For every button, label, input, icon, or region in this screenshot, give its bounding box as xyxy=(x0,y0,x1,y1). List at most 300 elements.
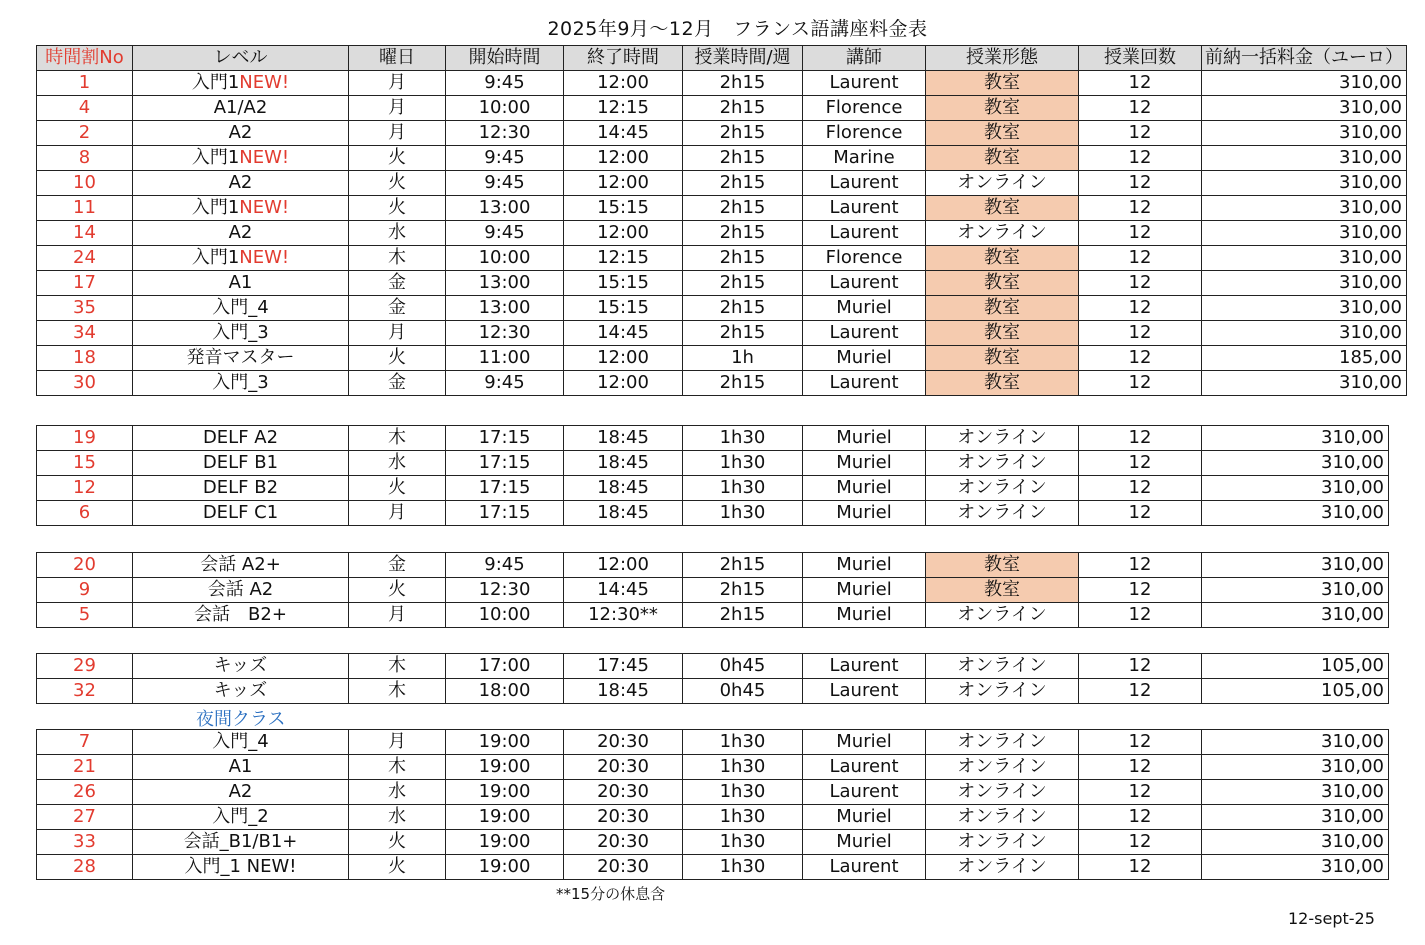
level-text: A1/A2 xyxy=(213,97,268,118)
hours-per-week-cell: 1h xyxy=(683,346,803,371)
level-cell xyxy=(133,780,349,805)
weekday-cell: 火 xyxy=(349,476,446,501)
teacher-cell: Muriel xyxy=(803,451,926,476)
end-time-cell: 18:45 xyxy=(564,426,683,451)
teacher-cell: Laurent xyxy=(803,780,926,805)
end-time-cell: 15:15 xyxy=(564,196,683,221)
hours-per-week-cell: 1h30 xyxy=(683,426,803,451)
start-time-cell: 9:45 xyxy=(446,71,564,96)
level-cell xyxy=(133,679,349,704)
start-time-cell: 10:00 xyxy=(446,603,564,628)
weekday-cell: 水 xyxy=(349,451,446,476)
level-text: A1 xyxy=(228,272,253,293)
schedule-no-cell: 33 xyxy=(37,830,133,855)
schedule-no-cell: 1 xyxy=(37,71,133,96)
teacher-cell: Laurent xyxy=(803,755,926,780)
column-header: 授業回数 xyxy=(1079,46,1202,71)
lesson-format-cell: オンライン xyxy=(926,654,1079,679)
weekday-cell: 水 xyxy=(349,780,446,805)
session-count-cell: 12 xyxy=(1079,730,1202,755)
end-time-cell: 18:45 xyxy=(564,451,683,476)
start-time-cell: 17:15 xyxy=(446,426,564,451)
teacher-cell: Muriel xyxy=(803,296,926,321)
schedule-table xyxy=(36,425,1389,526)
weekday-cell: 月 xyxy=(349,96,446,121)
level-cell xyxy=(133,271,349,296)
level-cell xyxy=(133,730,349,755)
fee-cell: 105,00 xyxy=(1202,679,1389,704)
start-time-cell: 19:00 xyxy=(446,805,564,830)
session-count-cell: 12 xyxy=(1079,171,1202,196)
weekday-cell: 木 xyxy=(349,654,446,679)
start-time-cell: 17:00 xyxy=(446,654,564,679)
start-time-cell: 12:30 xyxy=(446,121,564,146)
session-count-cell: 12 xyxy=(1079,121,1202,146)
session-count-cell: 12 xyxy=(1079,501,1202,526)
schedule-no-cell: 6 xyxy=(37,501,133,526)
start-time-cell: 11:00 xyxy=(446,346,564,371)
session-count-cell: 12 xyxy=(1079,271,1202,296)
fee-cell: 310,00 xyxy=(1202,221,1407,246)
end-time-cell: 14:45 xyxy=(564,321,683,346)
teacher-cell: Laurent xyxy=(803,855,926,880)
level-cell xyxy=(133,654,349,679)
teacher-cell: Laurent xyxy=(803,679,926,704)
hours-per-week-cell: 2h15 xyxy=(683,196,803,221)
hours-per-week-cell: 2h15 xyxy=(683,296,803,321)
end-time-cell: 12:00 xyxy=(564,221,683,246)
hours-per-week-cell: 1h30 xyxy=(683,805,803,830)
start-time-cell: 9:45 xyxy=(446,553,564,578)
schedule-no-cell: 34 xyxy=(37,321,133,346)
start-time-cell: 9:45 xyxy=(446,221,564,246)
lesson-format-cell: オンライン xyxy=(926,780,1079,805)
session-count-cell: 12 xyxy=(1079,426,1202,451)
teacher-cell: Laurent xyxy=(803,171,926,196)
lesson-format-cell: 教室 xyxy=(926,553,1079,578)
session-count-cell: 12 xyxy=(1079,346,1202,371)
table-row xyxy=(37,171,1407,196)
session-count-cell: 12 xyxy=(1079,371,1202,396)
weekday-cell: 火 xyxy=(349,146,446,171)
start-time-cell: 19:00 xyxy=(446,730,564,755)
weekday-cell: 月 xyxy=(349,321,446,346)
hours-per-week-cell: 2h15 xyxy=(683,146,803,171)
schedule-no-cell: 12 xyxy=(37,476,133,501)
hours-per-week-cell: 0h45 xyxy=(683,679,803,704)
weekday-cell: 水 xyxy=(349,221,446,246)
weekday-cell: 月 xyxy=(349,730,446,755)
lesson-format-cell: オンライン xyxy=(926,476,1079,501)
session-count-cell: 12 xyxy=(1079,553,1202,578)
schedule-no-cell: 21 xyxy=(37,755,133,780)
level-cell xyxy=(133,71,349,96)
table-row xyxy=(37,476,1389,501)
level-text: 入門1 xyxy=(191,147,240,168)
start-time-cell: 13:00 xyxy=(446,271,564,296)
level-cell xyxy=(133,296,349,321)
hours-per-week-cell: 2h15 xyxy=(683,171,803,196)
teacher-cell: Muriel xyxy=(803,346,926,371)
level-cell xyxy=(133,246,349,271)
lesson-format-cell: 教室 xyxy=(926,296,1079,321)
teacher-cell: Laurent xyxy=(803,371,926,396)
schedule-no-cell: 19 xyxy=(37,426,133,451)
column-header: 授業時間/週 xyxy=(683,46,803,71)
weekday-cell: 金 xyxy=(349,553,446,578)
fee-cell: 310,00 xyxy=(1202,246,1407,271)
end-time-cell: 18:45 xyxy=(564,679,683,704)
table-row xyxy=(37,271,1407,296)
hours-per-week-cell: 1h30 xyxy=(683,780,803,805)
hours-per-week-cell: 2h15 xyxy=(683,578,803,603)
end-time-cell: 20:30 xyxy=(564,855,683,880)
session-count-cell: 12 xyxy=(1079,780,1202,805)
schedule-no-cell: 10 xyxy=(37,171,133,196)
level-cell xyxy=(133,121,349,146)
level-text: 入門_3 xyxy=(212,322,269,343)
lesson-format-cell: オンライン xyxy=(926,805,1079,830)
table-row xyxy=(37,830,1389,855)
level-text: 入門_3 xyxy=(212,372,269,393)
column-header: 曜日 xyxy=(349,46,446,71)
session-count-cell: 12 xyxy=(1079,96,1202,121)
table-row xyxy=(37,296,1407,321)
lesson-format-cell: オンライン xyxy=(926,830,1079,855)
hours-per-week-cell: 1h30 xyxy=(683,755,803,780)
weekday-cell: 金 xyxy=(349,296,446,321)
teacher-cell: Muriel xyxy=(803,501,926,526)
weekday-cell: 火 xyxy=(349,855,446,880)
schedule-no-cell: 17 xyxy=(37,271,133,296)
fee-cell: 310,00 xyxy=(1202,71,1407,96)
level-text: 入門_4 xyxy=(212,731,269,752)
start-time-cell: 9:45 xyxy=(446,146,564,171)
level-text: 発音マスター xyxy=(186,347,295,368)
new-badge: NEW! xyxy=(239,247,290,268)
teacher-cell: Laurent xyxy=(803,221,926,246)
fee-cell: 310,00 xyxy=(1202,426,1389,451)
schedule-no-cell: 9 xyxy=(37,578,133,603)
level-cell xyxy=(133,603,349,628)
table-row xyxy=(37,730,1389,755)
schedule-no-cell: 27 xyxy=(37,805,133,830)
fee-cell: 310,00 xyxy=(1202,296,1407,321)
session-count-cell: 12 xyxy=(1079,805,1202,830)
end-time-cell: 20:30 xyxy=(564,805,683,830)
page-title: 2025年9月〜12月 フランス語講座料金表 xyxy=(547,18,928,40)
weekday-cell: 金 xyxy=(349,271,446,296)
weekday-cell: 水 xyxy=(349,805,446,830)
fee-cell: 310,00 xyxy=(1202,371,1407,396)
level-text: 会話 A2+ xyxy=(200,554,281,575)
level-cell xyxy=(133,96,349,121)
table-row xyxy=(37,71,1407,96)
session-count-cell: 12 xyxy=(1079,654,1202,679)
lesson-format-cell: オンライン xyxy=(926,451,1079,476)
fee-cell: 310,00 xyxy=(1202,271,1407,296)
level-cell xyxy=(133,146,349,171)
lesson-format-cell: 教室 xyxy=(926,321,1079,346)
fee-cell: 310,00 xyxy=(1202,553,1389,578)
lesson-format-cell: オンライン xyxy=(926,171,1079,196)
teacher-cell: Florence xyxy=(803,121,926,146)
end-time-cell: 12:00 xyxy=(564,346,683,371)
fee-cell: 310,00 xyxy=(1202,321,1407,346)
table-row xyxy=(37,578,1389,603)
start-time-cell: 19:00 xyxy=(446,830,564,855)
level-cell xyxy=(133,346,349,371)
teacher-cell: Muriel xyxy=(803,578,926,603)
level-text: 会話 B2+ xyxy=(194,604,287,625)
session-count-cell: 12 xyxy=(1079,830,1202,855)
level-text: A2 xyxy=(228,122,253,143)
start-time-cell: 9:45 xyxy=(446,171,564,196)
schedule-no-cell: 24 xyxy=(37,246,133,271)
hours-per-week-cell: 1h30 xyxy=(683,730,803,755)
fee-cell: 310,00 xyxy=(1202,805,1389,830)
teacher-cell: Muriel xyxy=(803,830,926,855)
table-row xyxy=(37,501,1389,526)
teacher-cell: Florence xyxy=(803,246,926,271)
hours-per-week-cell: 2h15 xyxy=(683,121,803,146)
table-row xyxy=(37,96,1407,121)
end-time-cell: 12:30** xyxy=(564,603,683,628)
lesson-format-cell: オンライン xyxy=(926,501,1079,526)
lesson-format-cell: 教室 xyxy=(926,371,1079,396)
fee-cell: 310,00 xyxy=(1202,121,1407,146)
teacher-cell: Muriel xyxy=(803,805,926,830)
level-cell xyxy=(133,196,349,221)
start-time-cell: 19:00 xyxy=(446,755,564,780)
table-row xyxy=(37,654,1389,679)
lesson-format-cell: オンライン xyxy=(926,855,1079,880)
session-count-cell: 12 xyxy=(1079,679,1202,704)
teacher-cell: Muriel xyxy=(803,730,926,755)
schedule-no-cell: 18 xyxy=(37,346,133,371)
hours-per-week-cell: 0h45 xyxy=(683,654,803,679)
fee-cell: 310,00 xyxy=(1202,96,1407,121)
schedule-table xyxy=(36,729,1389,880)
level-text: A2 xyxy=(228,172,253,193)
level-text: 入門1 xyxy=(191,197,240,218)
schedule-no-cell: 28 xyxy=(37,855,133,880)
fee-cell: 310,00 xyxy=(1202,830,1389,855)
end-time-cell: 12:00 xyxy=(564,71,683,96)
column-header: 開始時間 xyxy=(446,46,564,71)
schedule-no-cell: 14 xyxy=(37,221,133,246)
schedule-no-cell: 2 xyxy=(37,121,133,146)
hours-per-week-cell: 1h30 xyxy=(683,476,803,501)
end-time-cell: 12:15 xyxy=(564,96,683,121)
teacher-cell: Muriel xyxy=(803,603,926,628)
hours-per-week-cell: 2h15 xyxy=(683,246,803,271)
table-row xyxy=(37,146,1407,171)
schedule-no-cell: 15 xyxy=(37,451,133,476)
column-header: 時間割No xyxy=(37,46,133,71)
schedule-no-cell: 20 xyxy=(37,553,133,578)
start-time-cell: 17:15 xyxy=(446,476,564,501)
hours-per-week-cell: 2h15 xyxy=(683,96,803,121)
table-row xyxy=(37,371,1407,396)
teacher-cell: Muriel xyxy=(803,426,926,451)
level-cell xyxy=(133,221,349,246)
weekday-cell: 木 xyxy=(349,426,446,451)
schedule-no-cell: 7 xyxy=(37,730,133,755)
session-count-cell: 12 xyxy=(1079,146,1202,171)
fee-cell: 105,00 xyxy=(1202,654,1389,679)
weekday-cell: 月 xyxy=(349,501,446,526)
end-time-cell: 18:45 xyxy=(564,501,683,526)
end-time-cell: 12:00 xyxy=(564,553,683,578)
teacher-cell: Laurent xyxy=(803,321,926,346)
start-time-cell: 12:30 xyxy=(446,578,564,603)
hours-per-week-cell: 1h30 xyxy=(683,855,803,880)
table-row xyxy=(37,426,1389,451)
level-cell xyxy=(133,451,349,476)
schedule-no-cell: 8 xyxy=(37,146,133,171)
level-cell xyxy=(133,830,349,855)
fee-cell: 310,00 xyxy=(1202,146,1407,171)
fee-cell: 310,00 xyxy=(1202,451,1389,476)
end-time-cell: 12:15 xyxy=(564,246,683,271)
evening-class-label: 夜間クラス xyxy=(196,709,286,730)
document-date: 12-sept-25 xyxy=(1288,909,1375,928)
lesson-format-cell: 教室 xyxy=(926,121,1079,146)
session-count-cell: 12 xyxy=(1079,221,1202,246)
table-row xyxy=(37,855,1389,880)
session-count-cell: 12 xyxy=(1079,578,1202,603)
teacher-cell: Muriel xyxy=(803,476,926,501)
fee-cell: 310,00 xyxy=(1202,476,1389,501)
weekday-cell: 木 xyxy=(349,679,446,704)
session-count-cell: 12 xyxy=(1079,71,1202,96)
fee-cell: 185,00 xyxy=(1202,346,1407,371)
table-row xyxy=(37,553,1389,578)
hours-per-week-cell: 2h15 xyxy=(683,221,803,246)
weekday-cell: 金 xyxy=(349,371,446,396)
level-cell xyxy=(133,553,349,578)
fee-cell: 310,00 xyxy=(1202,196,1407,221)
end-time-cell: 12:00 xyxy=(564,371,683,396)
fee-cell: 310,00 xyxy=(1202,171,1407,196)
lesson-format-cell: 教室 xyxy=(926,578,1079,603)
level-text: キッズ xyxy=(213,680,268,701)
fee-cell: 310,00 xyxy=(1202,603,1389,628)
level-cell xyxy=(133,578,349,603)
level-cell xyxy=(133,426,349,451)
end-time-cell: 20:30 xyxy=(564,830,683,855)
start-time-cell: 19:00 xyxy=(446,780,564,805)
hours-per-week-cell: 1h30 xyxy=(683,830,803,855)
weekday-cell: 火 xyxy=(349,346,446,371)
schedule-no-cell: 29 xyxy=(37,654,133,679)
teacher-cell: Muriel xyxy=(803,553,926,578)
start-time-cell: 10:00 xyxy=(446,96,564,121)
level-text: DELF A2 xyxy=(202,427,279,448)
level-cell xyxy=(133,476,349,501)
session-count-cell: 12 xyxy=(1079,603,1202,628)
table-row xyxy=(37,603,1389,628)
start-time-cell: 9:45 xyxy=(446,371,564,396)
level-text: DELF C1 xyxy=(202,502,279,523)
schedule-no-cell: 32 xyxy=(37,679,133,704)
lesson-format-cell: 教室 xyxy=(926,271,1079,296)
start-time-cell: 10:00 xyxy=(446,246,564,271)
end-time-cell: 15:15 xyxy=(564,296,683,321)
start-time-cell: 13:00 xyxy=(446,296,564,321)
schedule-no-cell: 35 xyxy=(37,296,133,321)
fee-cell: 310,00 xyxy=(1202,780,1389,805)
level-text: 入門1 xyxy=(191,247,240,268)
lesson-format-cell: オンライン xyxy=(926,679,1079,704)
level-cell xyxy=(133,171,349,196)
end-time-cell: 12:00 xyxy=(564,146,683,171)
start-time-cell: 13:00 xyxy=(446,196,564,221)
fee-cell: 310,00 xyxy=(1202,855,1389,880)
table-row xyxy=(37,221,1407,246)
table-row xyxy=(37,246,1407,271)
table-row xyxy=(37,755,1389,780)
hours-per-week-cell: 2h15 xyxy=(683,321,803,346)
hours-per-week-cell: 2h15 xyxy=(683,603,803,628)
level-text: 入門1 xyxy=(191,72,240,93)
column-header: 前納一括料金（ユーロ） xyxy=(1202,46,1407,71)
weekday-cell: 月 xyxy=(349,603,446,628)
level-cell xyxy=(133,501,349,526)
level-cell xyxy=(133,371,349,396)
level-text: 入門_1 NEW! xyxy=(184,856,297,877)
level-text: DELF B2 xyxy=(202,477,279,498)
level-cell xyxy=(133,805,349,830)
end-time-cell: 20:30 xyxy=(564,755,683,780)
table-row xyxy=(37,321,1407,346)
lesson-format-cell: 教室 xyxy=(926,196,1079,221)
end-time-cell: 15:15 xyxy=(564,271,683,296)
column-header: 授業形態 xyxy=(926,46,1079,71)
table-row xyxy=(37,121,1407,146)
hours-per-week-cell: 2h15 xyxy=(683,71,803,96)
weekday-cell: 火 xyxy=(349,578,446,603)
end-time-cell: 12:00 xyxy=(564,171,683,196)
hours-per-week-cell: 2h15 xyxy=(683,371,803,396)
lesson-format-cell: 教室 xyxy=(926,246,1079,271)
table-row xyxy=(37,780,1389,805)
teacher-cell: Florence xyxy=(803,96,926,121)
lesson-format-cell: 教室 xyxy=(926,346,1079,371)
level-text: DELF B1 xyxy=(202,452,279,473)
end-time-cell: 14:45 xyxy=(564,578,683,603)
level-text: 入門_4 xyxy=(212,297,269,318)
start-time-cell: 19:00 xyxy=(446,855,564,880)
column-header: 講師 xyxy=(803,46,926,71)
lesson-format-cell: 教室 xyxy=(926,96,1079,121)
start-time-cell: 12:30 xyxy=(446,321,564,346)
lesson-format-cell: 教室 xyxy=(926,71,1079,96)
schedule-no-cell: 4 xyxy=(37,96,133,121)
weekday-cell: 月 xyxy=(349,121,446,146)
session-count-cell: 12 xyxy=(1079,476,1202,501)
session-count-cell: 12 xyxy=(1079,246,1202,271)
level-text: A2 xyxy=(228,781,253,802)
teacher-cell: Laurent xyxy=(803,271,926,296)
lesson-format-cell: 教室 xyxy=(926,146,1079,171)
level-text: キッズ xyxy=(213,655,268,676)
teacher-cell: Laurent xyxy=(803,71,926,96)
end-time-cell: 18:45 xyxy=(564,476,683,501)
session-count-cell: 12 xyxy=(1079,196,1202,221)
lesson-format-cell: オンライン xyxy=(926,221,1079,246)
